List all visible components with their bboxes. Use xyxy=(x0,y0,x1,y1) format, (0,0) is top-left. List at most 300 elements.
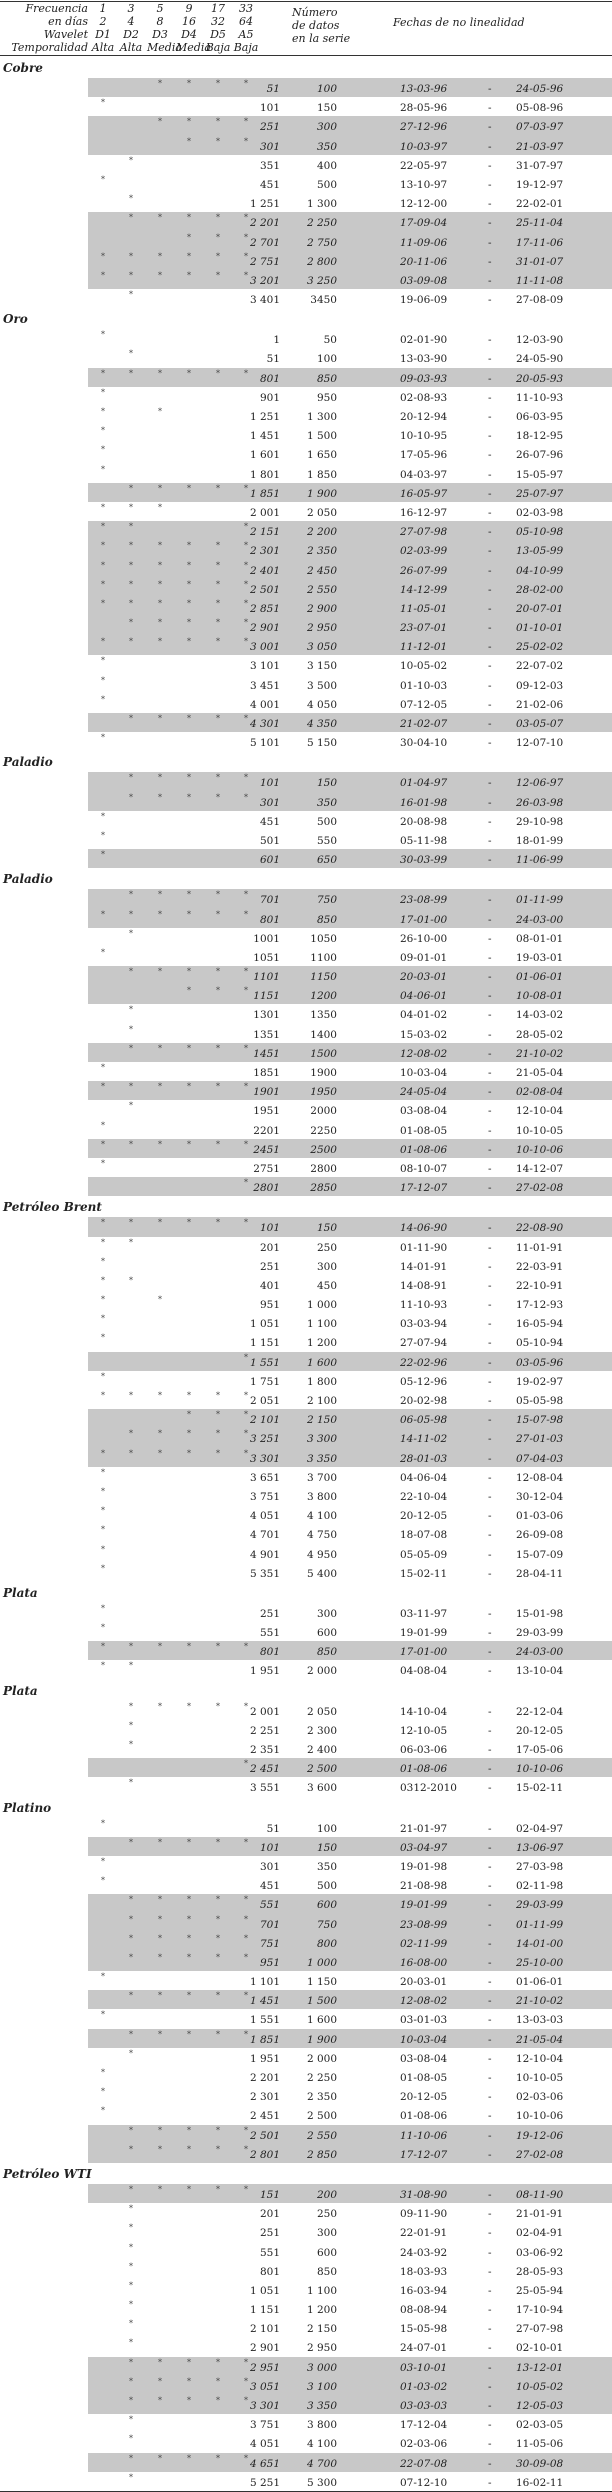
table-row xyxy=(0,830,612,849)
cell-date-separator: - xyxy=(488,1222,492,1235)
cell-date-to: 20-07-01 xyxy=(516,602,564,615)
cell-date-to: 01-11-99 xyxy=(516,894,564,907)
cell-date-from: 05-12-96 xyxy=(400,1375,448,1388)
cell-date-separator: - xyxy=(488,2400,492,2412)
table-row xyxy=(0,2280,612,2299)
table-row xyxy=(0,1237,612,1256)
cell-date-separator: - xyxy=(488,1318,492,1331)
table-row xyxy=(0,2395,612,2414)
nonlinearity-mark: * xyxy=(129,368,133,378)
nonlinearity-mark: * xyxy=(101,2087,105,2097)
header-col-d1 xyxy=(90,2,116,54)
cell-end-index: 300 xyxy=(316,2227,337,2240)
nonlinearity-mark: * xyxy=(101,1467,105,1477)
cell-date-to: 21-01-91 xyxy=(516,2208,564,2221)
nonlinearity-mark: * xyxy=(158,1991,162,2001)
nonlinearity-mark: * xyxy=(158,1837,162,1847)
cell-start-index: 2 851 xyxy=(249,602,280,615)
cell-date-from: 16-12-97 xyxy=(400,506,448,519)
cell-start-index: 51 xyxy=(266,1822,280,1835)
cell-end-index: 2 900 xyxy=(306,602,337,615)
cell-end-index: 2 000 xyxy=(306,2052,337,2065)
cell-date-separator: - xyxy=(488,2342,492,2355)
nonlinearity-mark: * xyxy=(187,2396,191,2405)
cell-date-from: 12-08-02 xyxy=(400,1047,448,1060)
nonlinearity-mark: * xyxy=(129,290,133,300)
cell-start-index: 3 751 xyxy=(249,2419,280,2432)
nonlinearity-mark: * xyxy=(101,1256,105,1266)
table-row xyxy=(0,406,612,425)
nonlinearity-mark: * xyxy=(101,1525,105,1535)
cell-end-index: 1400 xyxy=(310,1028,337,1041)
cell-start-index: 3 401 xyxy=(249,294,280,307)
nonlinearity-mark: * xyxy=(187,483,191,493)
cell-start-index: 4 051 xyxy=(249,1510,280,1523)
header-col-freq: 9 xyxy=(185,2,193,15)
cell-start-index: 1901 xyxy=(253,1086,280,1099)
nonlinearity-mark: * xyxy=(187,213,191,223)
nonlinearity-mark: * xyxy=(187,2029,191,2039)
cell-start-index: 2801 xyxy=(253,1182,280,1195)
cell-date-separator: - xyxy=(488,2304,492,2317)
cell-date-from: 16-03-94 xyxy=(400,2284,448,2297)
nonlinearity-mark: * xyxy=(158,2029,162,2039)
cell-end-index: 3 600 xyxy=(306,1782,337,1795)
cell-date-to: 25-10-00 xyxy=(516,1956,564,1969)
cell-end-index: 2 950 xyxy=(306,622,337,635)
cell-end-index: 2 450 xyxy=(306,564,337,577)
cell-start-index: 1 xyxy=(273,334,280,347)
section-heading xyxy=(0,1196,612,1217)
table-row xyxy=(0,579,612,598)
cell-date-from: 17-09-04 xyxy=(400,217,448,230)
cell-start-index: 451 xyxy=(259,815,280,828)
nonlinearity-mark: * xyxy=(216,1391,220,1400)
cell-end-index: 1 500 xyxy=(306,430,337,443)
cell-start-index: 551 xyxy=(259,2246,280,2259)
nonlinearity-mark: * xyxy=(187,2453,191,2463)
nonlinearity-mark: * xyxy=(244,1352,248,1362)
header-fechas: Fechas de no linealidad xyxy=(393,16,525,29)
cell-date-to: 21-10-02 xyxy=(516,1047,564,1060)
cell-date-to: 22-12-04 xyxy=(516,1705,564,1718)
cell-date-from: 17-12-04 xyxy=(400,2419,448,2432)
nonlinearity-mark: * xyxy=(101,1158,105,1168)
cell-end-index: 1 900 xyxy=(306,2033,337,2046)
cell-start-index: 1 751 xyxy=(249,1375,280,1388)
nonlinearity-mark: * xyxy=(187,2125,191,2135)
cell-date-from: 11-09-06 xyxy=(400,236,448,249)
cell-start-index: 251 xyxy=(259,1607,280,1620)
cell-end-index: 750 xyxy=(316,1918,337,1931)
nonlinearity-mark: * xyxy=(129,1837,133,1847)
cell-end-index: 1950 xyxy=(310,1086,337,1099)
cell-start-index: 1 251 xyxy=(249,198,280,211)
section-title: Plata xyxy=(3,1683,38,1698)
cell-date-separator: - xyxy=(488,217,492,230)
nonlinearity-mark: * xyxy=(158,2184,162,2194)
nonlinearity-mark: * xyxy=(101,1314,105,1324)
cell-start-index: 1 151 xyxy=(249,1337,280,1350)
header-col-d4 xyxy=(176,2,211,54)
cell-date-separator: - xyxy=(488,1705,492,1718)
nonlinearity-mark: * xyxy=(187,270,191,280)
cell-date-separator: - xyxy=(488,679,492,692)
cell-date-to: 16-02-11 xyxy=(516,2476,564,2489)
table-row xyxy=(0,617,612,636)
cell-date-to: 05-10-98 xyxy=(516,526,564,539)
nonlinearity-mark: * xyxy=(129,1933,133,1943)
cell-date-to: 27-03-98 xyxy=(516,1860,564,1873)
cell-date-from: 01-08-06 xyxy=(400,1763,448,1776)
cell-date-from: 02-08-93 xyxy=(400,391,448,404)
cell-end-index: 500 xyxy=(316,815,337,828)
cell-date-to: 24-03-00 xyxy=(516,913,564,926)
table-row xyxy=(0,1409,612,1428)
nonlinearity-mark: * xyxy=(244,792,248,802)
cell-date-to: 28-05-93 xyxy=(516,2265,564,2278)
cell-date-from: 27-07-98 xyxy=(400,526,448,539)
cell-date-to: 03-05-07 xyxy=(516,718,564,730)
cell-start-index: 5 351 xyxy=(249,1567,280,1580)
cell-start-index: 951 xyxy=(259,1299,280,1312)
cell-start-index: 4 651 xyxy=(249,2457,280,2470)
nonlinearity-mark: * xyxy=(101,464,105,474)
cell-end-index: 1900 xyxy=(310,1067,337,1079)
nonlinearity-mark: * xyxy=(158,1218,162,1228)
cell-date-from: 20-12-05 xyxy=(400,1510,448,1523)
cell-date-to: 19-12-06 xyxy=(516,2129,564,2142)
nonlinearity-mark: * xyxy=(101,675,105,685)
cell-date-to: 12-07-10 xyxy=(516,737,564,750)
nonlinearity-mark: * xyxy=(129,1101,133,1111)
table-row xyxy=(0,849,612,868)
cell-date-to: 24-05-90 xyxy=(516,353,564,366)
cell-date-from: 11-05-01 xyxy=(400,602,448,615)
cell-end-index: 2000 xyxy=(310,1105,337,1118)
nonlinearity-mark: * xyxy=(101,1603,105,1613)
nonlinearity-mark: * xyxy=(158,1139,162,1149)
cell-date-to: 08-01-01 xyxy=(516,932,564,945)
cell-date-separator: - xyxy=(488,1763,492,1776)
table-row xyxy=(0,1720,612,1739)
cell-date-to: 14-01-00 xyxy=(516,1937,564,1950)
cell-start-index: 1 601 xyxy=(249,449,280,462)
cell-date-to: 04-10-99 xyxy=(516,564,564,577)
cell-date-separator: - xyxy=(488,1880,492,1893)
nonlinearity-mark: * xyxy=(244,368,248,378)
section-heading xyxy=(0,1680,612,1701)
cell-start-index: 2 501 xyxy=(249,2129,280,2142)
cell-start-index: 1 101 xyxy=(249,1976,280,1989)
cell-date-to: 11-05-06 xyxy=(516,2438,564,2451)
cell-date-separator: - xyxy=(488,1260,492,1273)
nonlinearity-mark: * xyxy=(244,714,248,723)
nonlinearity-mark: * xyxy=(158,1933,162,1943)
cell-date-from: 16-05-97 xyxy=(400,487,448,500)
nonlinearity-mark: * xyxy=(158,2144,162,2154)
nonlinearity-mark: * xyxy=(129,909,133,919)
cell-start-index: 301 xyxy=(259,140,280,153)
cell-date-from: 01-08-06 xyxy=(400,1143,448,1156)
cell-date-separator: - xyxy=(488,1299,492,1312)
cell-date-separator: - xyxy=(488,2265,492,2278)
cell-start-index: 151 xyxy=(259,2188,280,2201)
cell-date-to: 02-03-05 xyxy=(516,2419,564,2432)
nonlinearity-mark: * xyxy=(129,890,133,900)
nonlinearity-mark: * xyxy=(101,502,105,512)
cell-date-separator: - xyxy=(488,1724,492,1737)
cell-date-separator: - xyxy=(488,2284,492,2297)
nonlinearity-mark: * xyxy=(129,2029,133,2039)
nonlinearity-mark: * xyxy=(129,1701,133,1711)
cell-date-separator: - xyxy=(488,1241,492,1254)
cell-date-to: 14-12-07 xyxy=(516,1162,564,1175)
nonlinearity-mark: * xyxy=(101,733,105,743)
cell-date-separator: - xyxy=(488,1937,492,1950)
cell-end-index: 450 xyxy=(316,1279,337,1292)
cell-end-index: 3 350 xyxy=(306,1452,337,1465)
cell-end-index: 150 xyxy=(316,102,337,115)
nonlinearity-mark: * xyxy=(101,811,105,821)
table-row xyxy=(0,2414,612,2433)
nonlinearity-mark: * xyxy=(158,792,162,802)
table-row xyxy=(0,1158,612,1177)
nonlinearity-mark: * xyxy=(129,2319,133,2329)
nonlinearity-mark: * xyxy=(187,967,191,977)
nonlinearity-mark: * xyxy=(158,1448,162,1458)
nonlinearity-mark: * xyxy=(244,1642,248,1652)
cell-date-separator: - xyxy=(488,526,492,539)
cell-date-separator: - xyxy=(488,83,492,95)
cell-date-to: 25-11-04 xyxy=(516,217,564,230)
table-row xyxy=(0,540,612,559)
cell-date-from: 20-03-01 xyxy=(400,1976,448,1989)
nonlinearity-mark: * xyxy=(187,251,191,261)
cell-start-index: 551 xyxy=(259,1899,280,1912)
table-row xyxy=(0,1043,612,1062)
cell-date-to: 25-07-97 xyxy=(516,487,564,500)
table-row xyxy=(0,636,612,655)
cell-end-index: 4 100 xyxy=(306,2438,337,2451)
nonlinearity-mark: * xyxy=(158,1895,162,1905)
cell-date-from: 23-07-01 xyxy=(400,622,448,635)
nonlinearity-mark: * xyxy=(101,330,105,340)
nonlinearity-mark: * xyxy=(216,2357,220,2367)
table-row xyxy=(0,2203,612,2222)
cell-start-index: 401 xyxy=(259,1279,280,1292)
cell-end-index: 3 800 xyxy=(306,2419,337,2432)
table-row xyxy=(0,193,612,212)
cell-start-index: 3 101 xyxy=(249,660,280,673)
nonlinearity-mark: * xyxy=(101,1082,105,1092)
cell-date-to: 20-12-05 xyxy=(516,1724,564,1737)
cell-date-to: 22-07-02 xyxy=(516,660,564,673)
cell-start-index: 1151 xyxy=(253,990,280,1003)
cell-start-index: 3 551 xyxy=(249,1782,280,1795)
cell-end-index: 250 xyxy=(316,1241,337,1254)
table-row xyxy=(0,2105,612,2124)
nonlinearity-mark: * xyxy=(244,2184,248,2194)
nonlinearity-mark: * xyxy=(101,830,105,840)
cell-end-index: 2 350 xyxy=(306,2091,337,2104)
cell-date-from: 03-03-94 xyxy=(400,1318,448,1331)
nonlinearity-mark: * xyxy=(129,2204,133,2214)
nonlinearity-mark: * xyxy=(216,560,220,570)
nonlinearity-mark: * xyxy=(101,270,105,280)
cell-date-from: 03-03-03 xyxy=(400,2400,448,2412)
table-row xyxy=(0,329,612,348)
header-col-a5 xyxy=(233,2,259,54)
cell-start-index: 101 xyxy=(259,102,280,115)
cell-date-to: 02-04-91 xyxy=(516,2227,564,2240)
cell-end-index: 4 350 xyxy=(306,718,337,730)
cell-date-to: 29-10-98 xyxy=(516,815,564,828)
nonlinearity-mark: * xyxy=(244,579,248,589)
nonlinearity-mark: * xyxy=(216,368,220,378)
nonlinearity-mark: * xyxy=(244,1448,248,1458)
cell-date-separator: - xyxy=(488,1395,492,1407)
header-col-days: 16 xyxy=(182,15,196,28)
cell-end-index: 2 850 xyxy=(306,2148,337,2161)
cell-end-index: 850 xyxy=(316,1646,337,1659)
cell-date-to: 17-11-06 xyxy=(516,236,564,249)
table-row xyxy=(0,2029,612,2048)
cell-date-separator: - xyxy=(488,198,492,211)
cell-date-to: 22-02-01 xyxy=(516,198,564,211)
table-row xyxy=(0,2067,612,2086)
cell-date-from: 21-01-97 xyxy=(400,1822,448,1835)
nonlinearity-mark: * xyxy=(158,579,162,589)
nonlinearity-mark: * xyxy=(129,2396,133,2405)
cell-date-to: 10-10-06 xyxy=(516,2110,564,2123)
header-label-temporalidad: Temporalidad xyxy=(11,41,88,54)
cell-date-separator: - xyxy=(488,1105,492,1118)
table-row xyxy=(0,2337,612,2356)
nonlinearity-mark: * xyxy=(101,1120,105,1130)
cell-date-from: 04-08-04 xyxy=(400,1665,448,1678)
cell-date-separator: - xyxy=(488,506,492,519)
table-row xyxy=(0,483,612,502)
section-title: Plata xyxy=(3,1585,38,1600)
nonlinearity-mark: * xyxy=(216,618,220,628)
cell-date-to: 31-01-07 xyxy=(516,255,564,268)
cell-date-from: 12-10-05 xyxy=(400,1724,448,1737)
cell-date-separator: - xyxy=(488,1529,492,1542)
table-row xyxy=(0,792,612,811)
nonlinearity-mark: * xyxy=(158,1642,162,1652)
cell-date-from: 12-08-02 xyxy=(400,1995,448,2008)
cell-date-separator: - xyxy=(488,411,492,423)
cell-end-index: 350 xyxy=(316,140,337,153)
cell-end-index: 1 300 xyxy=(306,411,337,423)
nonlinearity-mark: * xyxy=(101,850,105,860)
nonlinearity-mark: * xyxy=(101,560,105,570)
cell-start-index: 2 951 xyxy=(249,2361,280,2374)
nonlinearity-mark: * xyxy=(129,1429,133,1439)
table-row xyxy=(0,2376,612,2395)
table-row xyxy=(0,136,612,155)
nonlinearity-mark: * xyxy=(187,986,191,996)
cell-date-from: 0312-2010 xyxy=(400,1782,457,1795)
cell-start-index: 101 xyxy=(259,777,280,790)
cell-date-to: 19-02-97 xyxy=(516,1375,564,1388)
nonlinearity-mark: * xyxy=(101,947,105,957)
nonlinearity-mark: * xyxy=(129,1237,133,1247)
cell-end-index: 4 050 xyxy=(306,698,337,711)
header-col-freq: 17 xyxy=(211,2,225,15)
cell-date-from: 02-11-99 xyxy=(400,1937,448,1950)
nonlinearity-mark: * xyxy=(129,967,133,977)
cell-date-separator: - xyxy=(488,178,492,191)
table-row xyxy=(0,655,612,674)
cell-end-index: 3 800 xyxy=(306,1490,337,1503)
nonlinearity-mark: * xyxy=(101,522,105,532)
cell-date-to: 01-03-06 xyxy=(516,1510,564,1523)
cell-end-index: 2 050 xyxy=(306,506,337,519)
cell-start-index: 1 551 xyxy=(249,1356,280,1369)
nonlinearity-mark: * xyxy=(244,270,248,280)
cell-end-index: 2 550 xyxy=(306,2129,337,2142)
table-row xyxy=(0,1622,612,1641)
nonlinearity-mark: * xyxy=(216,598,220,608)
nonlinearity-mark: * xyxy=(129,773,133,783)
table-row xyxy=(0,232,612,251)
nonlinearity-mark: * xyxy=(244,2376,248,2386)
cell-start-index: 1 951 xyxy=(249,1665,280,1678)
nonlinearity-mark: * xyxy=(158,2357,162,2367)
nonlinearity-mark: * xyxy=(129,349,133,359)
cell-date-to: 26-09-08 xyxy=(516,1529,564,1542)
nonlinearity-mark: * xyxy=(129,2338,133,2348)
cell-start-index: 1101 xyxy=(253,971,280,984)
table-row xyxy=(0,1390,612,1409)
cell-date-from: 01-11-90 xyxy=(400,1241,448,1254)
nonlinearity-mark: * xyxy=(244,232,248,242)
table-row xyxy=(0,1641,612,1660)
cell-end-index: 100 xyxy=(316,1822,337,1835)
cell-date-to: 22-08-90 xyxy=(516,1222,564,1235)
header-col-temp: Media xyxy=(147,41,182,54)
cell-date-separator: - xyxy=(488,1956,492,1969)
nonlinearity-mark: * xyxy=(216,2144,220,2154)
nonlinearity-mark: * xyxy=(244,967,248,977)
nonlinearity-mark: * xyxy=(101,2068,105,2077)
table-row xyxy=(0,2357,612,2376)
cell-date-separator: - xyxy=(488,274,492,287)
cell-start-index: 2 801 xyxy=(249,2148,280,2161)
nonlinearity-mark: * xyxy=(129,2415,133,2425)
nonlinearity-mark: * xyxy=(216,1043,220,1053)
table-row xyxy=(0,1777,612,1796)
cell-date-separator: - xyxy=(488,1375,492,1388)
nonlinearity-mark: * xyxy=(187,368,191,378)
cell-date-to: 11-11-08 xyxy=(516,274,564,287)
cell-end-index: 200 xyxy=(316,2188,337,2201)
cell-end-index: 1 650 xyxy=(306,449,337,462)
cell-date-separator: - xyxy=(488,1548,492,1561)
cell-date-separator: - xyxy=(488,2438,492,2451)
cell-start-index: 1351 xyxy=(253,1028,280,1041)
cell-date-to: 29-03-99 xyxy=(516,1899,564,1912)
nonlinearity-mark: * xyxy=(187,560,191,570)
cell-date-from: 16-01-98 xyxy=(400,796,448,809)
table-row xyxy=(0,1294,612,1313)
cell-date-separator: - xyxy=(488,1918,492,1931)
nonlinearity-mark: * xyxy=(187,1837,191,1847)
nonlinearity-mark: * xyxy=(187,1410,191,1420)
table-row xyxy=(0,1990,612,2009)
